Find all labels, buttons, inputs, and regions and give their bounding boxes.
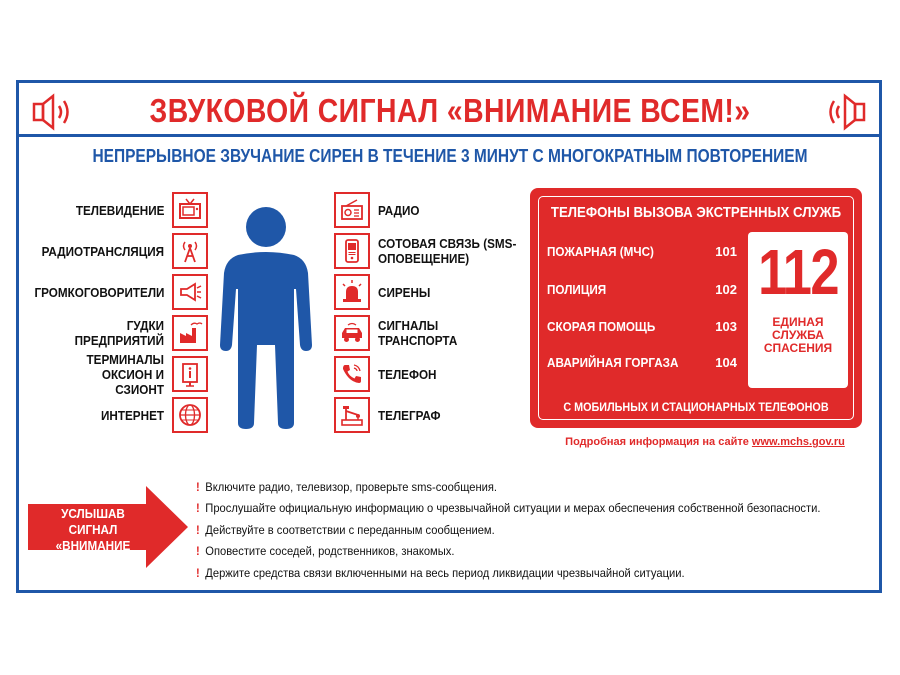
unified-service-name: ЕДИНАЯ СЛУЖБА СПАСЕНИЯ [763,315,833,355]
media-label: ТЕЛЕВИДЕНИЕ [75,202,164,218]
media-label: ИНТЕРНЕТ [100,407,164,423]
service-number: 103 [715,319,737,334]
media-item-internet [40,397,208,433]
list-item: ! Включите радио, телевизор, проверьте sms-сообщения. [196,479,498,494]
unified-number-badge [748,232,848,388]
unified-number: 112 [758,236,838,308]
media-list-left [34,192,208,442]
emergency-panel-title: ТЕЛЕФОНЫ ВЫЗОВА ЭКСТРЕННЫХ СЛУЖБ [550,204,842,221]
website-link[interactable]: www.mchs.gov.ru [751,436,845,448]
media-item-terminals [40,351,208,397]
media-item-radio [334,192,534,228]
emergency-service-row [547,319,737,337]
list-item: ! Держите средства связи включенными на весь период ликвидации чрезвычайной ситуации. [196,565,685,580]
media-label: РАДИО [378,202,420,218]
media-label: РАДИОТРАНСЛЯЦИЯ [41,243,164,259]
service-name: АВАРИЙНАЯ ГОРГАЗА [547,355,679,370]
car-icon [339,320,365,346]
emergency-service-row [547,244,737,262]
service-name: ПОЛИЦИЯ [547,282,607,297]
globe-icon [177,402,203,428]
media-label: СИГНАЛЫ ТРАНСПОРТА [378,318,458,348]
list-item: ! Оповестите соседей, родственников, знакомых. [196,544,455,559]
exclamation-icon: ! [196,501,200,516]
media-label: ТЕЛЕФОН [378,366,437,382]
service-name: ПОЖАРНАЯ (МЧС) [547,244,654,259]
media-item-cellular [334,233,534,269]
media-label: ГРОМКОГОВОРИТЕЛИ [34,284,164,300]
emergency-service-row [547,355,737,373]
service-number: 102 [715,282,737,297]
list-item: ! Прослушайте официальную информацию о чрезвычайной ситуации и мерах обеспечения собственной безопасности. [196,501,821,516]
mobile-phone-icon [339,238,365,264]
exclamation-icon: ! [196,565,200,580]
media-item-factory [40,315,208,351]
page-subtitle: НЕПРЕРЫВНОЕ ЗВУЧАНИЕ СИРЕН В ТЕЧЕНИЕ 3 МИНУТ С МНОГОКРАТНЫМ ПОВТОРЕНИЕМ [92,146,808,166]
list-item: ! Действуйте в соответствии с переданным сообщением. [196,522,495,537]
factory-icon [177,320,203,346]
exclamation-icon: ! [196,479,200,494]
media-item-broadcast [40,233,208,269]
info-terminal-icon [177,361,203,387]
emergency-numbers-panel [530,188,862,428]
media-label: ГУДКИ ПРЕДПРИЯТИЙ [74,318,164,348]
instructions-list [196,476,876,584]
exclamation-icon: ! [196,544,200,559]
media-item-transport [334,315,534,351]
media-label: ТЕЛЕГРАФ [378,407,441,423]
person-figure [218,205,314,430]
title-divider [16,134,882,137]
service-name: СКОРАЯ ПОМОЩЬ [547,319,656,334]
service-number: 104 [715,355,737,370]
media-item-tv [40,192,208,228]
broadcast-tower-icon [177,238,203,264]
page-title: ЗВУКОВОЙ СИГНАЛ «ВНИМАНИЕ ВСЕМ!» [149,92,751,129]
arrow-callout-text: УСЛЫШАВ СИГНАЛ «ВНИМАНИЕ ВСЕМ!» [55,506,131,569]
siren-icon [339,279,365,305]
media-label: СИРЕНЫ [378,284,431,300]
exclamation-icon: ! [196,522,200,537]
emergency-panel-note: С МОБИЛЬНЫХ И СТАЦИОНАРНЫХ ТЕЛЕФОНОВ [563,400,829,414]
media-label: СОТОВАЯ СВЯЗЬ (SMS-ОПОВЕЩЕНИЕ) [378,236,517,266]
phone-handset-icon [339,361,365,387]
emergency-service-row [547,282,737,300]
media-list-right [334,192,534,442]
telegraph-icon [339,402,365,428]
website-note [560,436,850,448]
tv-icon [177,197,203,223]
media-item-loudspeakers [34,274,208,310]
media-item-telegraph [334,397,534,433]
radio-icon [339,197,365,223]
media-item-phone [334,356,534,392]
media-label: ТЕРМИНАЛЫ ОКСИОН И СЗИОНТ [86,351,164,397]
media-item-sirens [334,274,534,310]
megaphone-icon [177,279,203,305]
service-number: 101 [715,244,737,259]
website-prefix: Подробная информация на сайте [565,436,749,448]
